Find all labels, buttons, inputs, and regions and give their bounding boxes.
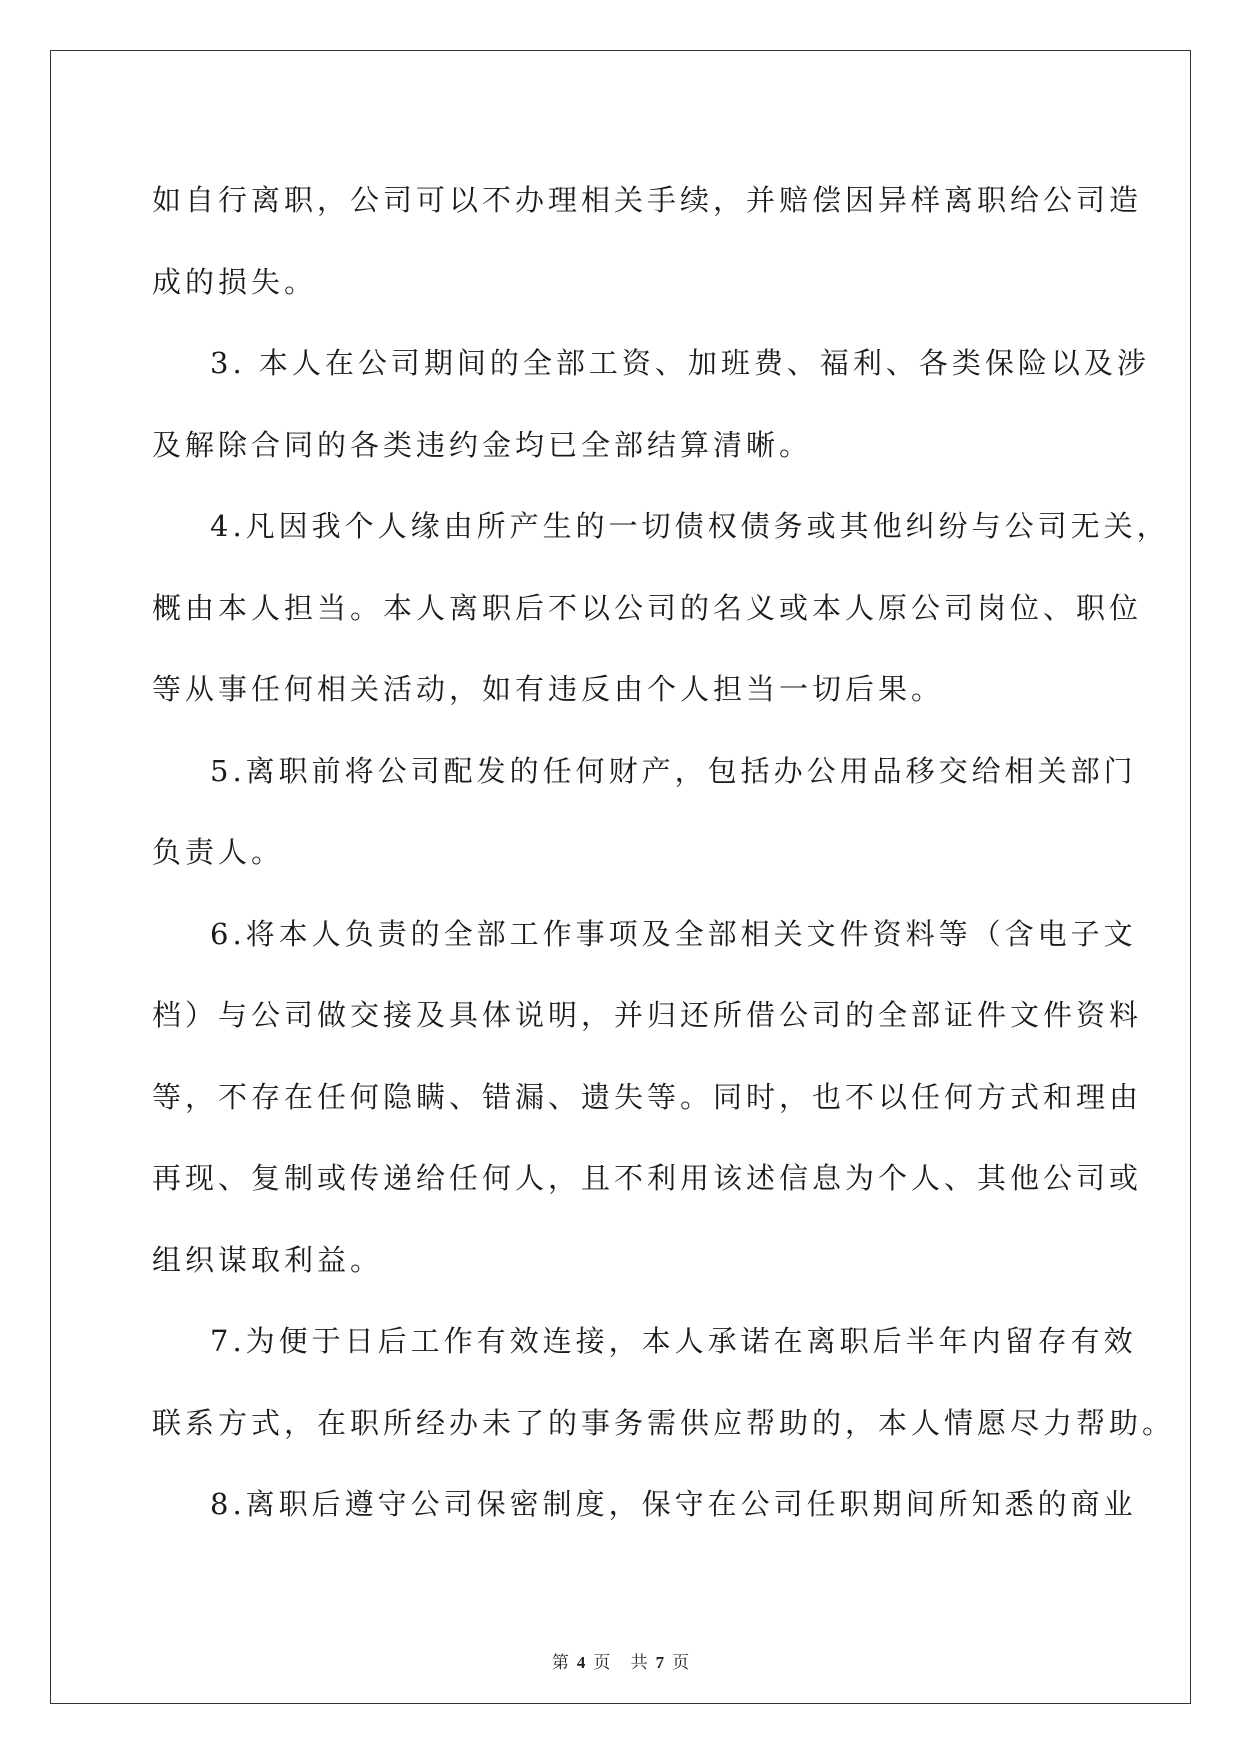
page-number-total: 共 7 页 [630, 1653, 690, 1672]
text-line: 5.离职前将公司配发的任何财产，包括办公用品移交给相关部门 [210, 753, 1137, 788]
page-number-current: 第 4 页 [551, 1653, 611, 1672]
text-line: 成的损失。 [152, 264, 318, 299]
text-line: 联系方式，在职所经办未了的事务需供应帮助的，本人情愿尽力帮助。 [152, 1405, 1176, 1440]
text-line: 如自行离职，公司可以不办理相关手续，并赔偿因异样离职给公司造 [152, 183, 1143, 217]
text-line: 3. 本人在公司期间的全部工资、加班费、福利、各类保险以及涉 [210, 346, 1150, 380]
text-line: 7.为便于日后工作有效连接，本人承诺在离职后半年内留存有效 [210, 1324, 1137, 1358]
text-line: 4.凡因我个人缘由所产生的一切债权债务或其他纠纷与公司无关， [210, 509, 1170, 543]
text-line: 负责人。 [152, 835, 285, 869]
text-line: 组织谋取利益。 [152, 1242, 384, 1277]
text-line: 等从事任何相关活动，如有违反由个人担当一切后果。 [152, 672, 945, 706]
text-line: 8.离职后遵守公司保密制度，保守在公司任职期间所知悉的商业 [210, 1487, 1137, 1521]
text-line: 概由本人担当。本人离职后不以公司的名义或本人原公司岗位、职位 [152, 590, 1143, 625]
text-line: 档）与公司做交接及具体说明，并归还所借公司的全部证件文件资料 [152, 998, 1143, 1032]
text-line: 等，不存在任何隐瞒、错漏、遗失等。同时，也不以任何方式和理由 [152, 1079, 1143, 1114]
text-line: 6.将本人负责的全部工作事项及全部相关文件资料等（含电子文 [210, 916, 1137, 951]
text-line: 及解除合同的各类违约金均已全部结算清晰。 [152, 427, 813, 462]
document-body [152, 160, 1176, 1546]
text-line: 再现、复制或传递给任何人，且不利用该述信息为个人、其他公司或 [152, 1161, 1143, 1195]
page-footer [0, 1648, 1241, 1673]
